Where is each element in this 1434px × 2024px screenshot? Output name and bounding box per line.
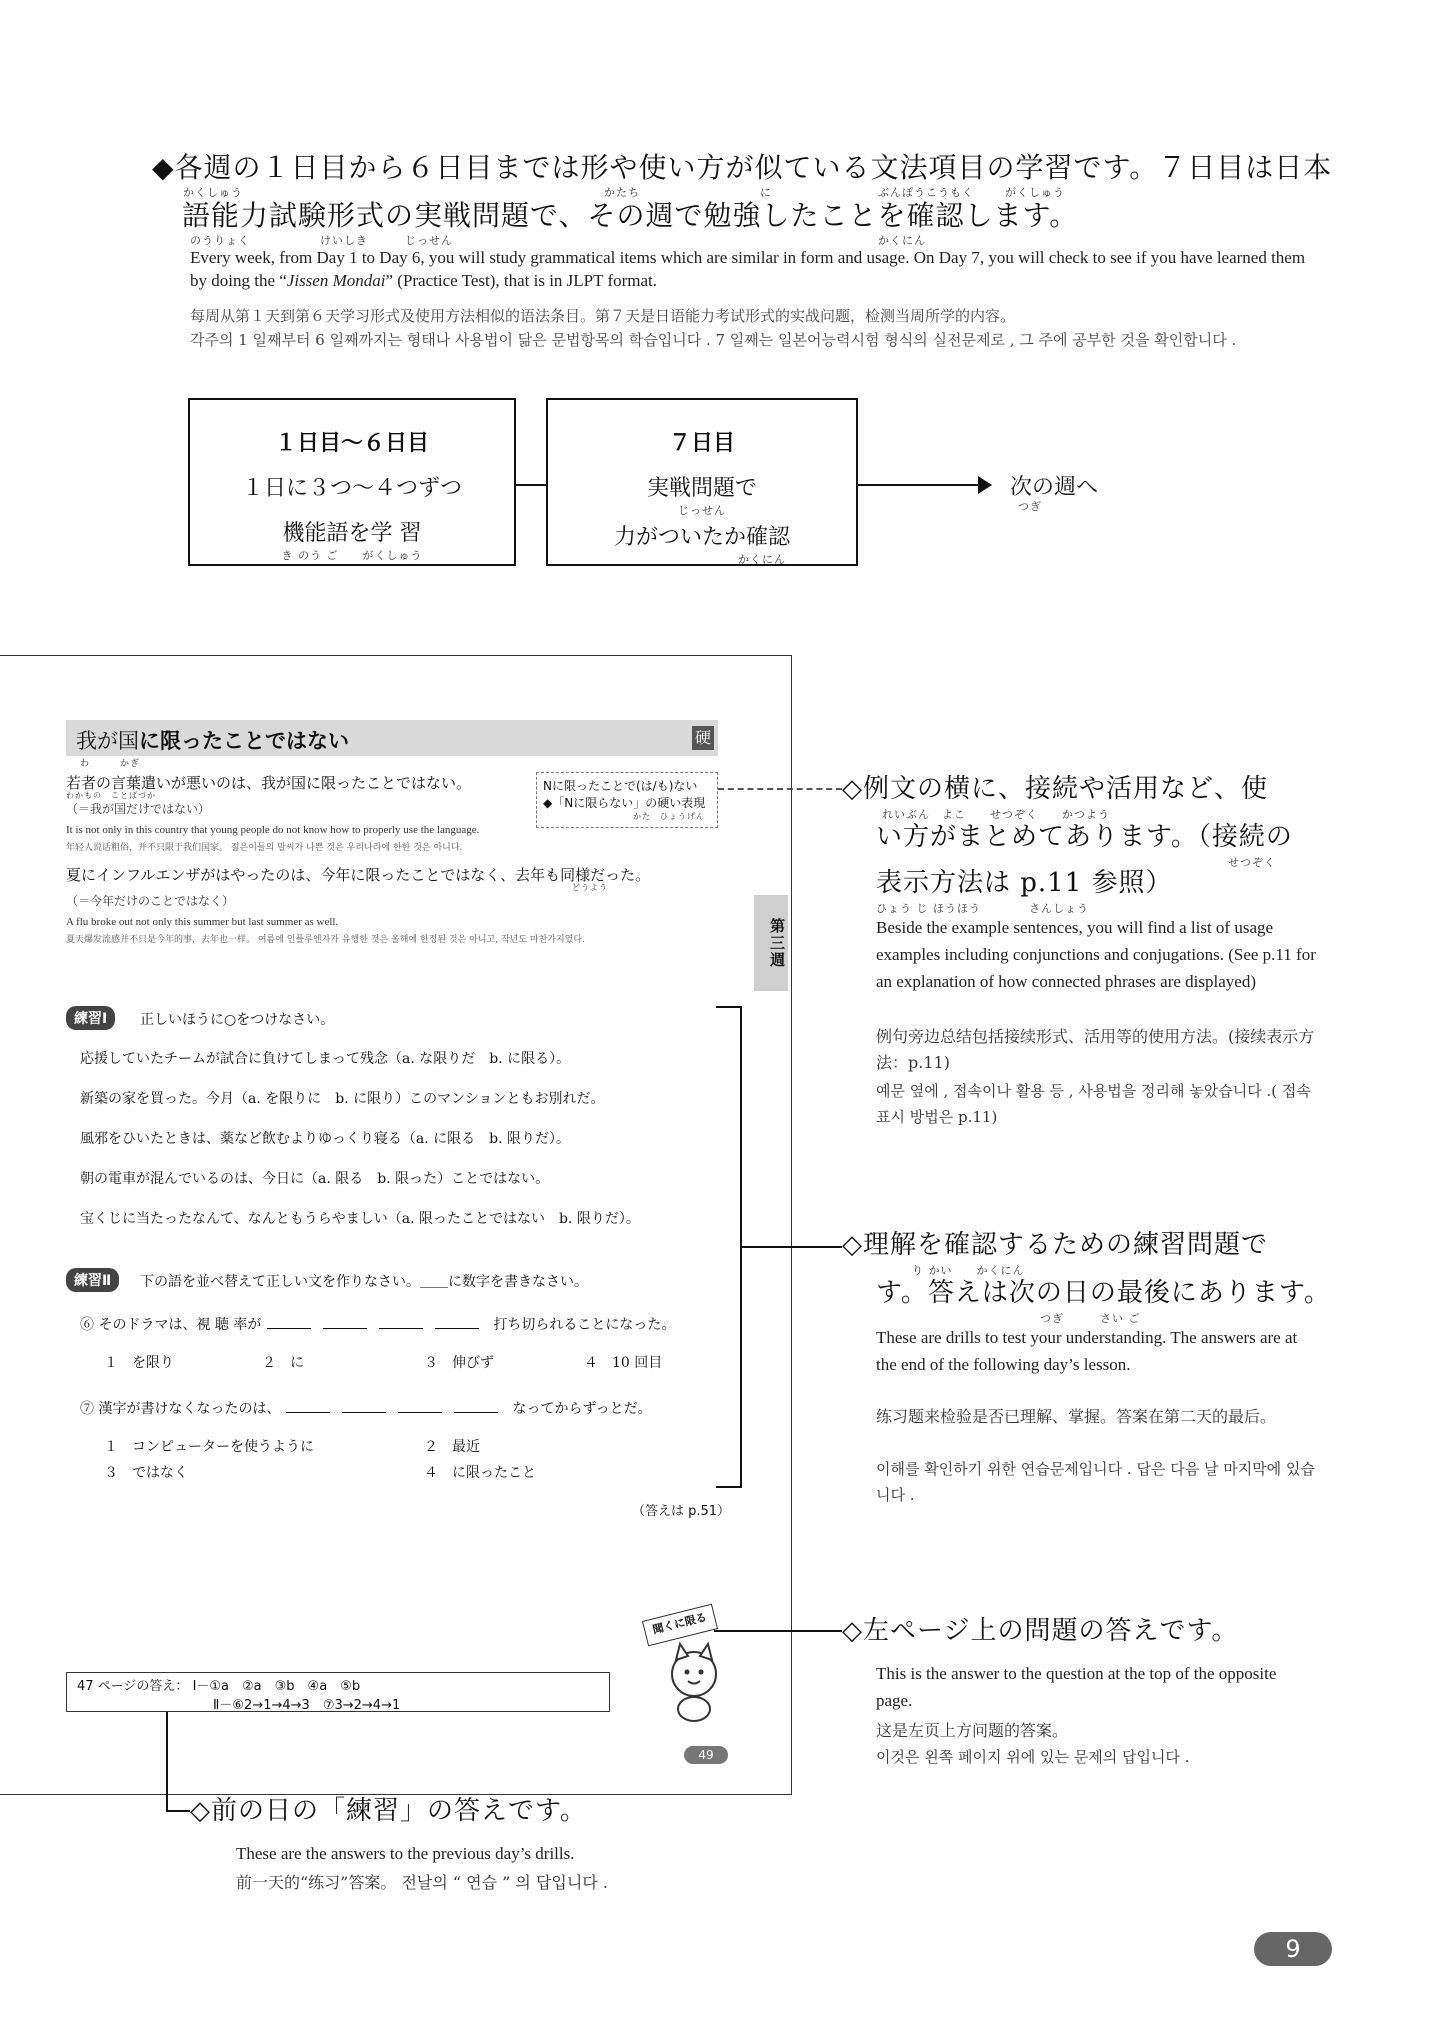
answer-blank xyxy=(398,1400,442,1413)
question-7 xyxy=(80,1398,652,1418)
intro-chinese: 每周从第１天到第６天学习形式及使用方法相似的语法条目。第７天是日语能力考试形式的实战问题，检测当周所学的内容。 xyxy=(190,307,1016,325)
kanji-badge: 硬 xyxy=(692,726,714,750)
usage-line2: ◆「Nに限らない」の硬い表現 xyxy=(543,796,706,810)
flow-box1-line2: 機能語を学 習 xyxy=(282,521,422,546)
prev-answers-line2: Ⅱ－⑥2→1→4→3 ⑦3→2→4→1 xyxy=(213,1698,401,1713)
annotation2-ja-line2: す。答えは次の日の最後にあります。 xyxy=(876,1278,1331,1308)
previous-answers-box xyxy=(66,1672,610,1712)
drill1-item-text: 応援していたチームが試合に負けてしまって残念（a. な限りだ b. に限る）。 xyxy=(80,1051,571,1067)
q6-prefix: ⑥ そのドラマは、視 聴 率が xyxy=(80,1317,262,1333)
drill1-item xyxy=(80,1168,640,1208)
flow-box1-ruby: き のう ご がくしゅう xyxy=(281,549,423,562)
answer-blank xyxy=(267,1316,311,1329)
flow-box2-line1: 実戦問題で xyxy=(646,476,757,501)
answer-blank xyxy=(379,1316,423,1329)
annotation2-english: These are drills to test your understanding. The answers are at the end of the following day’s lesson. xyxy=(876,1328,1298,1374)
annotation1-english: Beside the example sentences, you will find a list of usage examples including conjunctions and conjugations. (See p.11 for an explanation of how connected phrases are displayed) xyxy=(876,918,1316,991)
annotation4-zh-ko: 前一天的“练习”答案。 전날의 “ 연습 ” 의 답입니다 . xyxy=(236,1873,608,1892)
answer-blank xyxy=(435,1316,479,1329)
annotation3-chinese: 这是左页上方问题的答案。 xyxy=(876,1721,1069,1740)
ruby-katachi: かたち xyxy=(604,186,640,199)
q7-option: ３ ではなく xyxy=(104,1465,188,1481)
connector-mascot xyxy=(714,1630,842,1632)
annotation1-chinese: 例句旁边总结包括接续形式、活用等的使用方法。(接续表示方法：p.11) xyxy=(876,1027,1315,1072)
annotation1-ja-line1: ◇例文の横に、接続や活用など、使 xyxy=(842,774,1268,804)
q6-suffix: 打ち切られることになった。 xyxy=(493,1317,676,1333)
sample-page-number: 49 xyxy=(684,1746,728,1764)
flow-next-ruby: つぎ xyxy=(1018,500,1042,513)
flow-box1-line1: １日に３つ〜４つずつ xyxy=(241,476,462,501)
annotation4-ja: ◇前の日の「練習」の答えです。 xyxy=(190,1796,587,1826)
annotation4-english: These are the answers to the previous day’s drills. xyxy=(236,1844,575,1863)
drill1-list xyxy=(80,1048,640,1248)
annotation2-ruby1: り かい かくにん xyxy=(912,1264,1025,1277)
intro-ja-line2: 語能力試験形式の実戦問題で、その週で勉強したことを確認します。 xyxy=(182,199,1079,232)
answer-blank xyxy=(323,1316,367,1329)
drill-bracket xyxy=(716,1006,742,1488)
flow-arrow-line xyxy=(858,484,988,486)
answer-blank xyxy=(342,1400,386,1413)
example2-ruby: どうよう xyxy=(572,883,608,892)
answer-reference: （答えは p.51） xyxy=(632,1504,731,1519)
ruby-bunpoukoumoku: ぶんぽうこうもく xyxy=(878,186,974,199)
sample-heading xyxy=(76,725,349,755)
annotation1-ja-line3: 表示方法は p.11 参照） xyxy=(876,868,1173,898)
annotation3-korean: 이것은 왼쪽 페이지 위에 있는 문제의 답입니다 . xyxy=(876,1748,1190,1766)
drill1-item xyxy=(80,1208,640,1248)
drill1-item-text: 朝の電車が混んでいるのは、今日に（a. 限る b. 限った）ことではない。 xyxy=(80,1171,550,1187)
ruby-keishiki: けいしき xyxy=(320,234,368,247)
flow-connector xyxy=(516,484,546,486)
flow-box-day1-6 xyxy=(188,398,516,566)
flow-box-day7 xyxy=(546,398,858,566)
connector-usage xyxy=(718,788,842,790)
example2-english: A flu broke out not only this summer but last summer as well. xyxy=(66,916,339,928)
drill1-item-text: 風邪をひいたときは、薬など飲むよりゆっくり寝る（a. に限る b. 限りだ）。 xyxy=(80,1131,570,1147)
intro-english xyxy=(190,246,1320,292)
drill1-item xyxy=(80,1048,640,1088)
q7-prefix: ⑦ 漢字が書けなくなったのは、 xyxy=(80,1401,281,1417)
drill1-badge: 練習Ⅰ xyxy=(66,1006,115,1030)
usage-box xyxy=(536,772,718,828)
prev-answers-row1 xyxy=(77,1675,599,1694)
prev-answers-line1: Ⅰ－①a ②a ③b ④a ⑤b xyxy=(192,1679,361,1694)
example1-ruby: わかもの ことばづか xyxy=(66,791,156,800)
sample-heading-bar xyxy=(66,720,718,756)
example1-paraphrase: （＝我が国だけではない） xyxy=(66,802,211,816)
intro-english-post: ” (Practice Test), that is in JLPT format. xyxy=(385,271,658,290)
intro-english-italic: Jissen Mondai xyxy=(286,271,386,290)
usage-ruby: かた ひょうげん xyxy=(633,812,705,821)
example2-sentence: 夏にインフルエンザがはやったのは、今年に限ったことではなく、去年も同様だった。 xyxy=(66,866,651,884)
annotation2-ja-line1: ◇理解を確認するための練習問題で xyxy=(842,1230,1268,1260)
flow-next-week: 次の週へ xyxy=(1010,475,1099,500)
example2-paraphrase: （＝今年だけのことではなく） xyxy=(66,894,235,908)
week-side-tab: 第三週 xyxy=(754,895,788,991)
page-number: 9 xyxy=(1254,1932,1332,1966)
example2-zh-ko: 夏天爆发流感并不只是今年的事，去年也一样。 여름에 인플루엔자가 유행한 것은 올해에 한정된 것은 아니고, 작년도 마찬가지였다. xyxy=(66,935,585,945)
ruby-kakushuu: かくしゅう xyxy=(183,186,243,199)
arrow-right-icon xyxy=(978,476,992,494)
connector-answers-v xyxy=(166,1712,168,1812)
connector-drills xyxy=(742,1246,842,1248)
annotation1-korean: 예문 옆에 , 접속이나 활용 등 , 사용법을 정리해 놓았습니다 .( 접속 표시 방법은 p.11) xyxy=(876,1082,1311,1126)
flow-box2-ruby2: かくにん xyxy=(738,553,786,566)
drill2-instructions: 下の語を並べ替えて正しい文を作りなさい。＿＿に数字を書きなさい。 xyxy=(140,1274,588,1290)
answer-blank xyxy=(454,1400,498,1413)
drill1-item-text: 新築の家を買った。今月（a. を限りに b. に限り）このマンションともお別れだ。 xyxy=(80,1091,605,1107)
question-6 xyxy=(80,1314,675,1334)
annotation2-chinese: 练习题来检验是否已理解、掌握。答案在第二天的最后。 xyxy=(876,1407,1277,1426)
drill2-badge: 練習Ⅱ xyxy=(66,1268,119,1292)
q7-suffix: なってからずっとだ。 xyxy=(512,1401,652,1417)
intro-ja-line1: ◆各週の１日目から６日目までは形や使い方が似ている文法項目の学習です。７日目は日本 xyxy=(152,151,1333,184)
prev-answers-label: 47 ページの答え： xyxy=(77,1679,189,1694)
flow-box2-ruby1: じっせん xyxy=(678,504,726,517)
example1-english: It is not only in this country that young people do not know how to properly use the language. xyxy=(66,824,480,836)
annotation2-ruby2: つぎ さい ご xyxy=(1040,1312,1141,1325)
annotation3-english: This is the answer to the question at the top of the opposite page. xyxy=(876,1664,1277,1710)
intro-korean: 각주의 1 일째부터 6 일째까지는 형태나 사용법이 닮은 문법항목의 학습입니다 . 7 일째는 일본어능력시험 형식의 실전문제로 , 그 주에 공부한 것을 확인합니다 . xyxy=(190,331,1237,349)
q6-option: ２ に xyxy=(262,1355,304,1371)
answer-blank xyxy=(286,1400,330,1413)
drill1-item xyxy=(80,1088,640,1128)
sample-heading-bold: に限ったことではない xyxy=(139,729,349,753)
ruby-jissen: じっせん xyxy=(405,234,453,247)
q6-option: １ を限り xyxy=(104,1355,174,1371)
flow-box1-title: １日目〜６日目 xyxy=(274,431,429,456)
annotation1-ruby1: れいぶん よこ せつぞく かつよう xyxy=(882,808,1110,821)
usage-line1: Nに限ったことで(は/も)ない xyxy=(543,779,698,793)
q7-option: １ コンピューターを使うように xyxy=(104,1439,314,1455)
ruby-nouryoku: のうりょく xyxy=(190,234,250,247)
ruby-gakushuu: がくしゅう xyxy=(1005,186,1065,199)
sample-heading-ruby: わ かぎ xyxy=(80,759,141,769)
q6-option: ４ 10 回目 xyxy=(584,1355,663,1371)
example1-sentence: 若者の言葉遣いが悪いのは、我が国に限ったことではない。 xyxy=(66,774,472,792)
q6-option: ３ 伸びず xyxy=(424,1355,494,1371)
q7-option: ２ 最近 xyxy=(424,1439,480,1455)
ruby-kakunin: かくにん xyxy=(878,234,926,247)
drill1-item xyxy=(80,1128,640,1168)
flow-box2-line2: 力がついたか確認 xyxy=(613,525,790,550)
sample-heading-pre: 我が国 xyxy=(76,729,139,753)
drill1-item-text: 宝くじに当たったなんて、なんともうらやましい（a. 限ったことではない b. 限りだ）。 xyxy=(80,1211,640,1227)
ruby-ni: に xyxy=(760,186,772,199)
annotation1-ruby2: せつぞく xyxy=(1228,856,1276,869)
intro-english-pre: Every week, from Day 1 to Day 6, you will study grammatical items which are similar in form and usage. On Day 7, you will check to see if you have learned them by doing the “ xyxy=(190,248,1306,290)
q7-option: ４ に限ったこと xyxy=(424,1465,536,1481)
flow-box2-title: ７日目 xyxy=(668,431,735,456)
example1-zh-ko: 年轻人说话粗俗，并不只限于我们国家。 젊은이들의 말씨가 나쁜 것은 우리나라에 한한 것은 아니다. xyxy=(66,843,463,853)
annotation2-korean: 이해를 확인하기 위한 연습문제입니다 . 답은 다음 날 마지막에 있습니다 . xyxy=(876,1460,1315,1504)
annotation3-ja: ◇左ページ上の問題の答えです。 xyxy=(842,1616,1239,1646)
drill1-instructions: 正しいほうに○をつけなさい。 xyxy=(140,1012,335,1028)
annotation1-ruby3: ひょう じ ほうほう さんしょう xyxy=(876,902,1089,915)
mascot-sign: 聞くに限る xyxy=(642,1604,718,1647)
annotation1-ja-line2: い方がまとめてあります。（接続の xyxy=(876,822,1293,852)
connector-answers-h xyxy=(166,1810,190,1812)
